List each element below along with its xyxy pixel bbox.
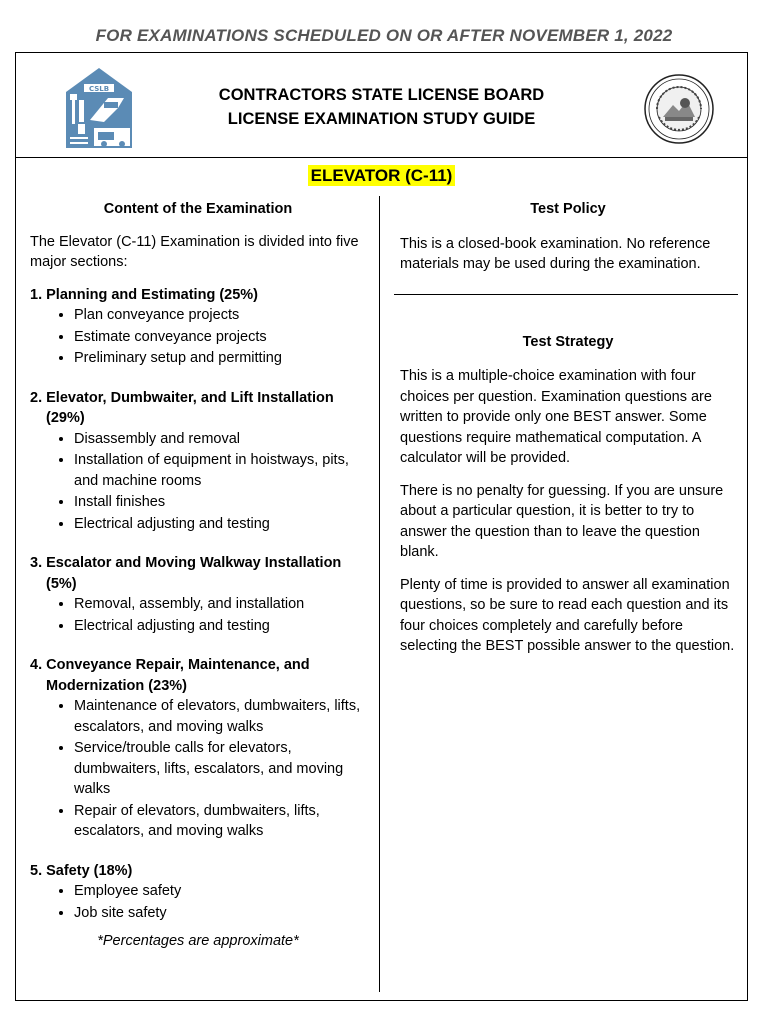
- exam-date-notice: FOR EXAMINATIONS SCHEDULED ON OR AFTER NOVEMBER 1, 2022: [95, 26, 673, 45]
- exam-section: [30, 285, 366, 369]
- header-title: [16, 84, 747, 131]
- content-intro: The Elevator (C-11) Examination is divided into five major sections:: [30, 233, 359, 270]
- exam-section-title: [30, 655, 366, 696]
- california-state-seal-icon: [643, 73, 715, 145]
- topic-item: • Estimate conveyance projects: [74, 327, 366, 348]
- content-column: [30, 199, 366, 952]
- exam-section-title-text: 3. Escalator and Moving Walkway Installation: [30, 555, 342, 571]
- topic-item: • Employee safety: [74, 881, 366, 902]
- exam-section-title-text: 1. Planning and Estimating (25%): [30, 286, 259, 303]
- policy-column: [400, 199, 736, 657]
- exam-section: [30, 861, 366, 924]
- topic-item: • Electrical adjusting and testing: [74, 616, 366, 637]
- strategy-paragraph: This is a multiple-choice examination with four choices per question. Examination questions are written to provide only one BEST answer. Some questions require mathematical computation. A calculator will be provided.: [400, 368, 712, 466]
- logo-text: CSLB: [88, 85, 110, 93]
- strategy-paragraph: Plenty of time is provided to answer all examination questions, so be sure to read each question and its four choices completely and carefully before selecting the BEST possible answer to the question.: [400, 576, 735, 654]
- study-guide-frame: [15, 52, 748, 1001]
- topic-item: • Repair of elevators, dumbwaiters, lifts, escalators, and moving walks: [74, 801, 366, 842]
- header-title-line2: LICENSE EXAMINATION STUDY GUIDE: [227, 109, 536, 128]
- test-policy-text: This is a closed-book examination. No reference materials may be used during the examination.: [400, 235, 711, 272]
- topic-item: • Electrical adjusting and testing: [74, 514, 366, 535]
- header: [16, 53, 747, 158]
- exam-section-title: [30, 861, 366, 882]
- content-heading: Content of the Examination: [103, 201, 293, 217]
- exam-section-title-cont: Modernization (23%): [46, 677, 187, 694]
- exam-section-title-text: 4. Conveyance Repair, Maintenance, and: [30, 657, 310, 673]
- topic-item: • Install finishes: [74, 492, 366, 513]
- topic-list: [30, 594, 366, 636]
- header-title-line1: CONTRACTORS STATE LICENSE BOARD: [218, 86, 545, 104]
- exam-section-title: [30, 553, 366, 594]
- exam-section-title-text: 2. Elevator, Dumbwaiter, and Lift Installation: [30, 389, 334, 406]
- exam-section-title-cont: (29%): [46, 410, 85, 426]
- exam-section: [30, 388, 366, 535]
- strategy-paragraph: There is no penalty for guessing. If you are unsure about a particular question, it is better to try to answer the question than to leave the question blank.: [400, 482, 724, 560]
- exam-section-title-text: 5. Safety (18%): [30, 862, 133, 879]
- topic-list: [30, 881, 366, 923]
- test-strategy-heading: Test Strategy: [522, 333, 614, 350]
- topic-item: • Service/trouble calls for elevators, dumbwaiters, lifts, escalators, and moving walks: [74, 738, 366, 800]
- exam-section: [30, 655, 366, 842]
- exam-section-title-cont: (5%): [46, 575, 77, 592]
- topic-list: [30, 429, 366, 535]
- topic-item: • Job site safety: [74, 903, 366, 924]
- column-divider: [379, 196, 380, 992]
- test-policy-heading: Test Policy: [530, 201, 606, 217]
- exam-section-title: [30, 388, 366, 429]
- content-sections: [30, 285, 366, 924]
- topic-item: • Disassembly and removal: [74, 429, 366, 450]
- topic-item: • Installation of equipment in hoistways, pits, and machine rooms: [74, 450, 366, 491]
- topic-item: • Maintenance of elevators, dumbwaiters, lifts, escalators, and moving walks: [74, 696, 366, 737]
- trade-title: [16, 166, 747, 186]
- topic-item: • Removal, assembly, and installation: [74, 594, 366, 615]
- exam-section-title: [30, 285, 366, 306]
- topic-item: • Plan conveyance projects: [74, 305, 366, 326]
- topic-item: • Preliminary setup and permitting: [74, 348, 366, 369]
- trade-title-highlight: ELEVATOR (C-11): [308, 165, 456, 186]
- topic-list: [30, 305, 366, 369]
- exam-section: [30, 553, 366, 636]
- percentages-note: *Percentages are approximate*: [97, 933, 299, 949]
- topic-list: [30, 696, 366, 842]
